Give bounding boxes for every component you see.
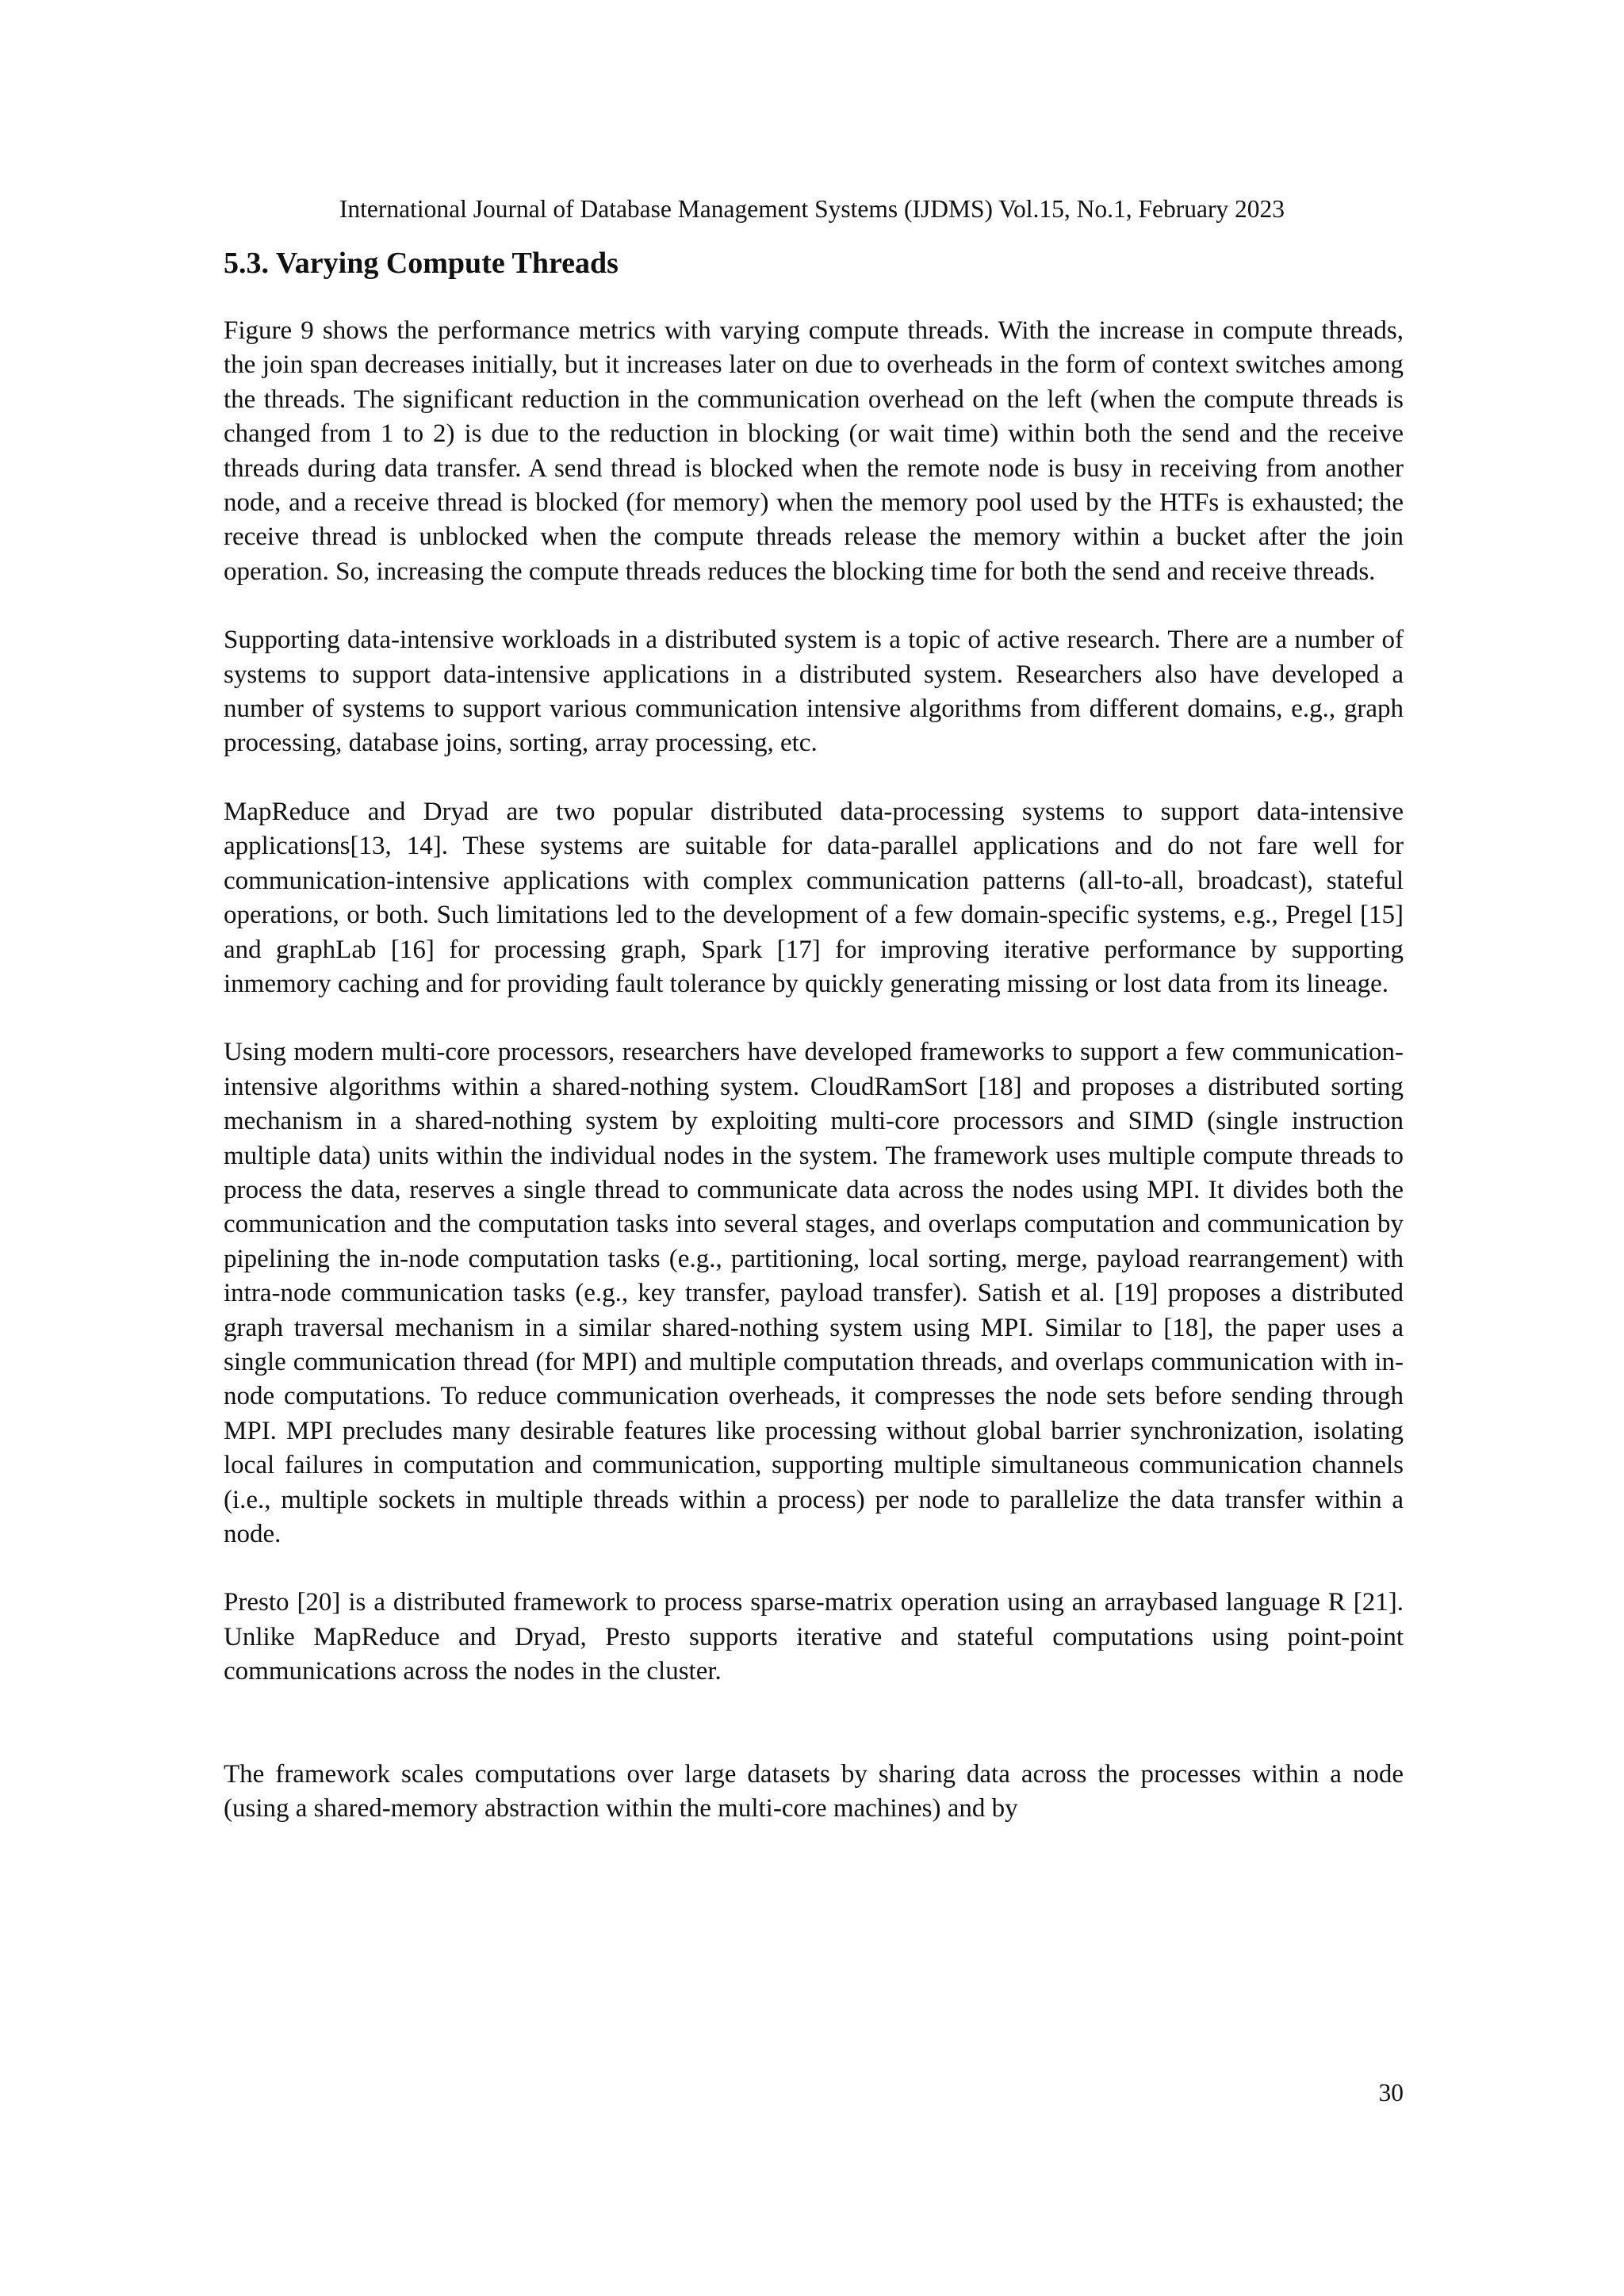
section-heading: 5.3. Varying Compute Threads	[224, 247, 619, 280]
running-head: International Journal of Database Management Systems (IJDMS) Vol.15, No.1, February 2023	[339, 195, 1285, 223]
paragraph-compute-threads: Figure 9 shows the performance metrics with varying compute threads. With the increase in compute threads, the join span decreases initially, but it increases later on due to overheads in the form of context switches among the threads. The significant reduction in the communication overhead on the left (when the compute threads is changed from 1 to 2) is due to the reduction in blocking (or wait time) within both the send and the receive threads during data transfer. A send thread is blocked when the remote node is busy in receiving from another node, and a receive thread is blocked (for memory) when the memory pool used by the HTFs is exhausted; the receive thread is unblocked when the compute threads release the memory within a bucket after the join operation. So, increasing the compute threads reduces the blocking time for both the send and receive threads.	[224, 316, 1404, 586]
paragraph-presto: Presto [20] is a distributed framework to process sparse-matrix operation using an arraybased language R [21]. Unlike MapReduce and Dryad, Presto supports iterative and stateful computations using point-point communications across the nodes in the cluster.	[224, 1588, 1404, 1686]
paragraph-data-intensive: Supporting data-intensive workloads in a distributed system is a topic of active research. There are a number of systems to support data-intensive applications in a distributed system. Researchers also have developed a number of systems to support various communication intensive algorithms from different domains, e.g., graph processing, database joins, sorting, array processing, etc.	[224, 626, 1404, 758]
page-number: 30	[1378, 2079, 1404, 2107]
paragraph-multicore: Using modern multi-core processors, researchers have developed frameworks to support a few communication-intensive algorithms within a shared-nothing system. CloudRamSort [18] and proposes a distributed sorting mechanism in a shared-nothing system by exploiting multi-core processors and SIMD (single instruction multiple data) units within the individual nodes in the system. The framework uses multiple compute threads to process the data, reserves a single thread to communicate data across the nodes using MPI. It divides both the communication and the computation tasks into several stages, and overlaps computation and communication by pipelining the in-node computation tasks (e.g., partitioning, local sorting, merge, payload rearrangement) with intra-node communication tasks (e.g., key transfer, payload transfer). Satish et al. [19] proposes a distributed graph traversal mechanism in a similar shared-nothing system using MPI. Similar to [18], the paper uses a single communication thread (for MPI) and multiple computation threads, and overlaps communication with in-node computations. To reduce communication overheads, it compresses the node sets before sending through MPI. MPI precludes many desirable features like processing without global barrier synchronization, isolating local failures in computation and communication, supporting multiple simultaneous communication channels (i.e., multiple sockets in multiple threads within a process) per node to parallelize the data transfer within a node.	[224, 1038, 1404, 1548]
page-body	[224, 244, 1404, 1860]
paragraph-framework-scales: The framework scales computations over large datasets by sharing data across the processes within a node (using a shared-memory abstraction within the multi-core machines) and by	[224, 1759, 1404, 1823]
paragraph-mapreduce-dryad: MapReduce and Dryad are two popular distributed data-processing systems to support data-intensive applications[13, 14]. These systems are suitable for data-parallel applications and do not fare well for communication-intensive applications with complex communication patterns (all-to-all, broadcast), stateful operations, or both. Such limitations led to the development of a few domain-specific systems, e.g., Pregel [15] and graphLab [16] for processing graph, Spark [17] for improving iterative performance by supporting inmemory caching and for providing fault tolerance by quickly generating missing or lost data from its lineage.	[224, 797, 1404, 998]
